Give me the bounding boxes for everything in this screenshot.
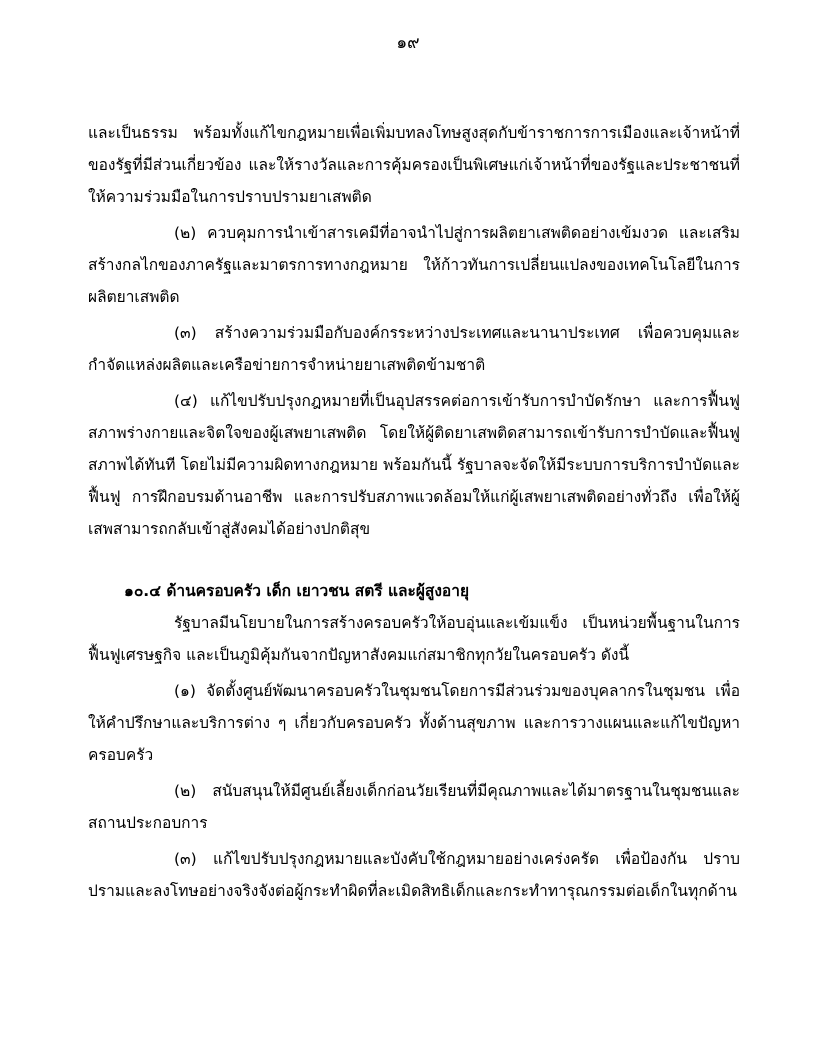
section-item-1: (๑) จัดตั้งศูนย์พัฒนาครอบครัวในชุมชนโดยการมีส่วนร่วมของบุคลากรในชุมชน เพื่อให้คำปรึกษาและบริการต่าง ๆ เกี่ยวกับครอบครัว ทั้งด้านสุขภาพ และการวางแผนและแก้ไขปัญหาครอบครัว [88,682,740,764]
list-item-3: (๓) สร้างความร่วมมือกับองค์กรระหว่างประเทศและนานาประเทศ เพื่อควบคุมและกำจัดแหล่งผลิตและเครือข่ายการจำหน่ายยาเสพติดข้ามชาติ [88,324,740,374]
section-item-2: (๒) สนับสนุนให้มีศูนย์เลี้ยงเด็กก่อนวัยเรียนที่มีคุณภาพและได้มาตรฐานในชุมชนและสถานประกอบการ [88,782,740,832]
list-item-2: (๒) ควบคุมการนำเข้าสารเคมีที่อาจนำไปสู่การผลิตยาเสพติดอย่างเข้มงวด และเสริมสร้างกลไกของภาครัฐและมาตรการทางกฎหมาย ให้ก้าวทันการเปลี่ยนแปลงของเทคโนโลยีในการผลิตยาเสพติด [88,224,740,306]
section-item-3: (๓) แก้ไขปรับปรุงกฎหมายและบังคับใช้กฎหมายอย่างเคร่งครัด เพื่อป้องกัน ปราบปรามและลงโทษอย่างจริงจังต่อผู้กระทำผิดที่ละเมิดสิทธิเด็กและกระทำทารุณกรรมต่อเด็กในทุกด้าน [88,850,740,900]
page-number: ๑๙ [396,33,420,53]
document-body [88,117,740,907]
section-intro: รัฐบาลมีนโยบายในการสร้างครอบครัวให้อบอุ่นและเข้มแข็ง เป็นหน่วยพื้นฐานในการฟื้นฟูเศรษฐกิจ และเป็นภูมิคุ้มกันจากปัญหาสังคมแก่สมาชิกทุกวัยในครอบครัว ดังนี้ [88,614,740,664]
list-item-4: (๔) แก้ไขปรับปรุงกฎหมายที่เป็นอุปสรรคต่อการเข้ารับการบำบัดรักษา และการฟื้นฟูสภาพร่างกายและจิตใจของผู้เสพยาเสพติด โดยให้ผู้ติดยาเสพติดสามารถเข้ารับการบำบัดและฟื้นฟูสภาพได้ทันที โดยไม่มีความผิดทางกฎหมาย พร้อมกันนี้ รัฐบาลจะจัดให้มีระบบการบริการบำบัดและฟื้นฟู การฝึกอบรมด้านอาชีพ และการปรับสภาพแวดล้อมให้แก่ผู้เสพยาเสพติดอย่างทั่วถึง เพื่อให้ผู้เสพสามารถกลับเข้าสู่สังคมได้อย่างปกติสุข [88,392,740,538]
continued-paragraph: และเป็นธรรม พร้อมทั้งแก้ไขกฎหมายเพื่อเพิ่มบทลงโทษสูงสุดกับข้าราชการการเมืองและเจ้าหน้าที่ของรัฐที่มีส่วนเกี่ยวข้อง และให้รางวัลและการคุ้มครองเป็นพิเศษแก่เจ้าหน้าที่ของรัฐและประชาชนที่ให้ความร่วมมือในการปราบปรามยาเสพติด [88,124,740,206]
section-heading: ๑๐.๔ ด้านครอบครัว เด็ก เยาวชน สตรี และผู้สูงอายุ [124,582,470,600]
